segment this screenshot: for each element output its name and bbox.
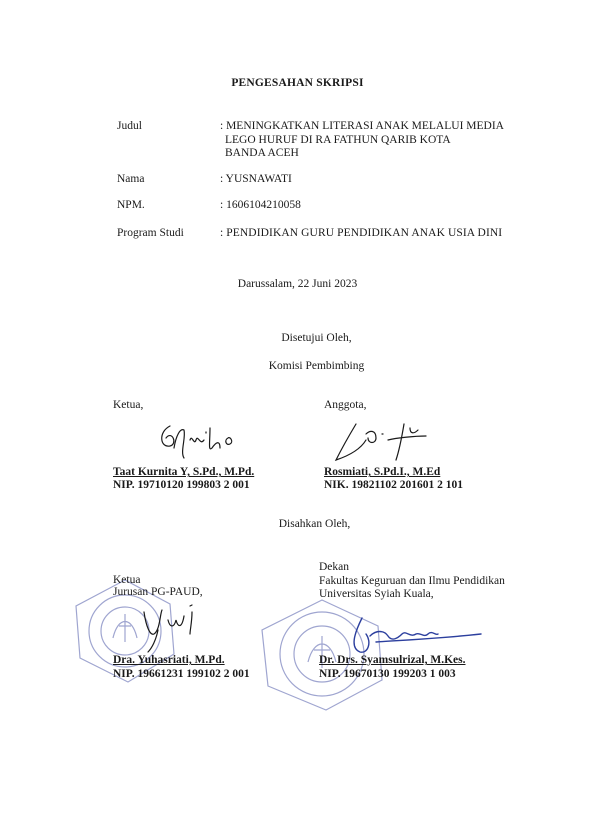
ketua-name: Taat Kurnita Y, S.Pd., M.Pd. bbox=[113, 466, 255, 478]
dekan-role-line-2: Fakultas Keguruan dan Ilmu Pendidikan bbox=[319, 574, 505, 587]
ketua-jurusan-nip: NIP. 19661231 199102 2 001 bbox=[113, 668, 250, 680]
dekan-signature-icon bbox=[336, 612, 486, 660]
judul-line-1: : MENINGKATKAN LITERASI ANAK MELALUI MEDIA bbox=[220, 120, 504, 132]
judul-line-2: LEGO HURUF DI RA FATHUN QARIB KOTA bbox=[225, 133, 451, 146]
anggota-name: Rosmiati, S.Pd.I., M.Ed bbox=[324, 466, 441, 478]
approved-by: Disetujui Oleh, bbox=[281, 332, 352, 344]
judul-line-3: BANDA ACEH bbox=[225, 147, 299, 159]
ketua-role: Ketua, bbox=[113, 399, 144, 411]
ketua-jurusan-role bbox=[113, 574, 203, 598]
anggota-role: Anggota, bbox=[324, 399, 367, 411]
prodi-value: : PENDIDIKAN GURU PENDIDIKAN ANAK USIA DINI bbox=[220, 227, 503, 239]
ketua-nip: NIP. 19710120 199803 2 001 bbox=[113, 479, 250, 491]
dekan-role-line-1: Dekan bbox=[319, 561, 350, 573]
anggota-nip: NIK. 19821102 201601 2 101 bbox=[324, 479, 463, 491]
ketua-jurusan-role-line-1: Ketua bbox=[113, 574, 141, 586]
dekan-nip: NIP. 19670130 199203 1 003 bbox=[319, 668, 456, 680]
dekan-name: Dr. Drs. Syamsulrizal, M.Kes. bbox=[319, 654, 466, 666]
npm-value: : 1606104210058 bbox=[220, 199, 301, 211]
committee: Komisi Pembimbing bbox=[268, 360, 365, 372]
npm-label: NPM. bbox=[117, 199, 145, 211]
judul-label: Judul bbox=[117, 120, 142, 132]
ratified-by: Disahkan Oleh, bbox=[278, 518, 351, 530]
dekan-role bbox=[319, 561, 505, 602]
ketua-jurusan-name: Dra. Yuhasriati, M.Pd. bbox=[113, 654, 225, 666]
place-date: Darussalam, 22 Juni 2023 bbox=[237, 278, 358, 290]
judul-value bbox=[220, 120, 504, 161]
ketua-signature-icon bbox=[150, 418, 250, 468]
nama-value: : YUSNAWATI bbox=[220, 173, 292, 185]
ketua-jurusan-role-line-2: Jurusan PG-PAUD, bbox=[113, 586, 203, 598]
nama-label: Nama bbox=[117, 173, 145, 185]
ketua-jurusan-signature-icon bbox=[130, 600, 210, 656]
dekan-role-line-3: Universitas Syiah Kuala, bbox=[319, 588, 434, 600]
anggota-signature-icon bbox=[326, 420, 436, 468]
page-title: PENGESAHAN SKRIPSI bbox=[231, 77, 364, 89]
prodi-label: Program Studi bbox=[117, 227, 184, 239]
